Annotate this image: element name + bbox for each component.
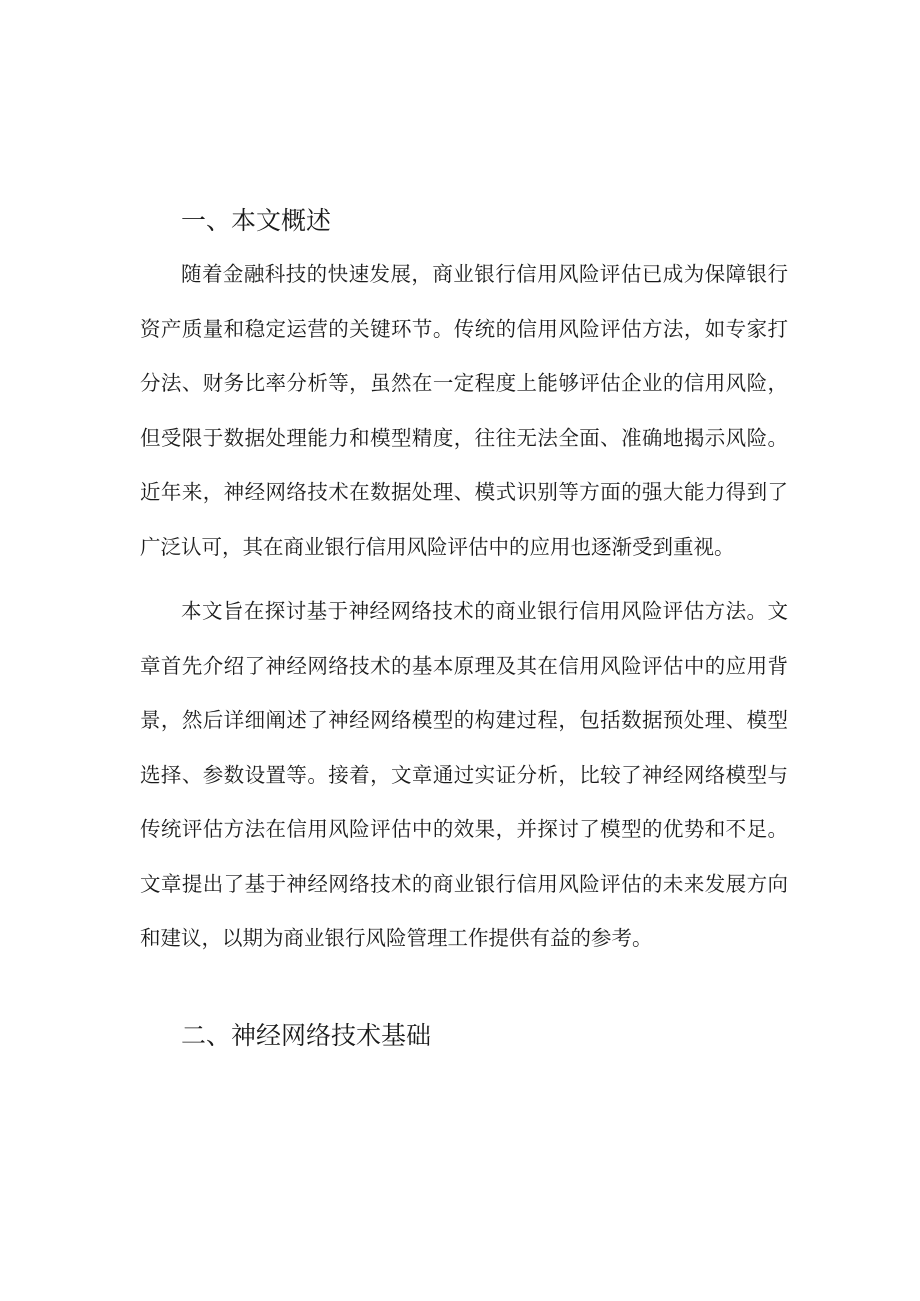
paragraph-overview-1: 随着金融科技的快速发展，商业银行信用风险评估已成为保障银行资产质量和稳定运营的关键环节。传统的信用风险评估方法，如专家打分法、财务比率分析等，虽然在一定程度上能够评估企业的信用风险，但受限于数据处理能力和模型精度，往往无法全面、准确地揭示风险。近年来，神经网络技术在数据处理、模式识别等方面的强大能力得到了广泛认可，其在商业银行信用风险评估中的应用也逐渐受到重视。 <box>140 262 788 559</box>
section-heading-neural-network-basics: 二、神经网络技术基础 <box>181 1021 432 1050</box>
section-heading-overview: 一、本文概述 <box>181 206 332 235</box>
paragraph-overview-2: 本文旨在探讨基于神经网络技术的商业银行信用风险评估方法。文章首先介绍了神经网络技术的基本原理及其在信用风险评估中的应用背景，然后详细阐述了神经网络模型的构建过程，包括数据预处理、模型选择、参数设置等。接着，文章通过实证分析，比较了神经网络模型与传统评估方法在信用风险评估中的效果，并探讨了模型的优势和不足。文章提出了基于神经网络技术的商业银行信用风险评估的未来发展方向和建议，以期为商业银行风险管理工作提供有益的参考。 <box>140 599 788 950</box>
